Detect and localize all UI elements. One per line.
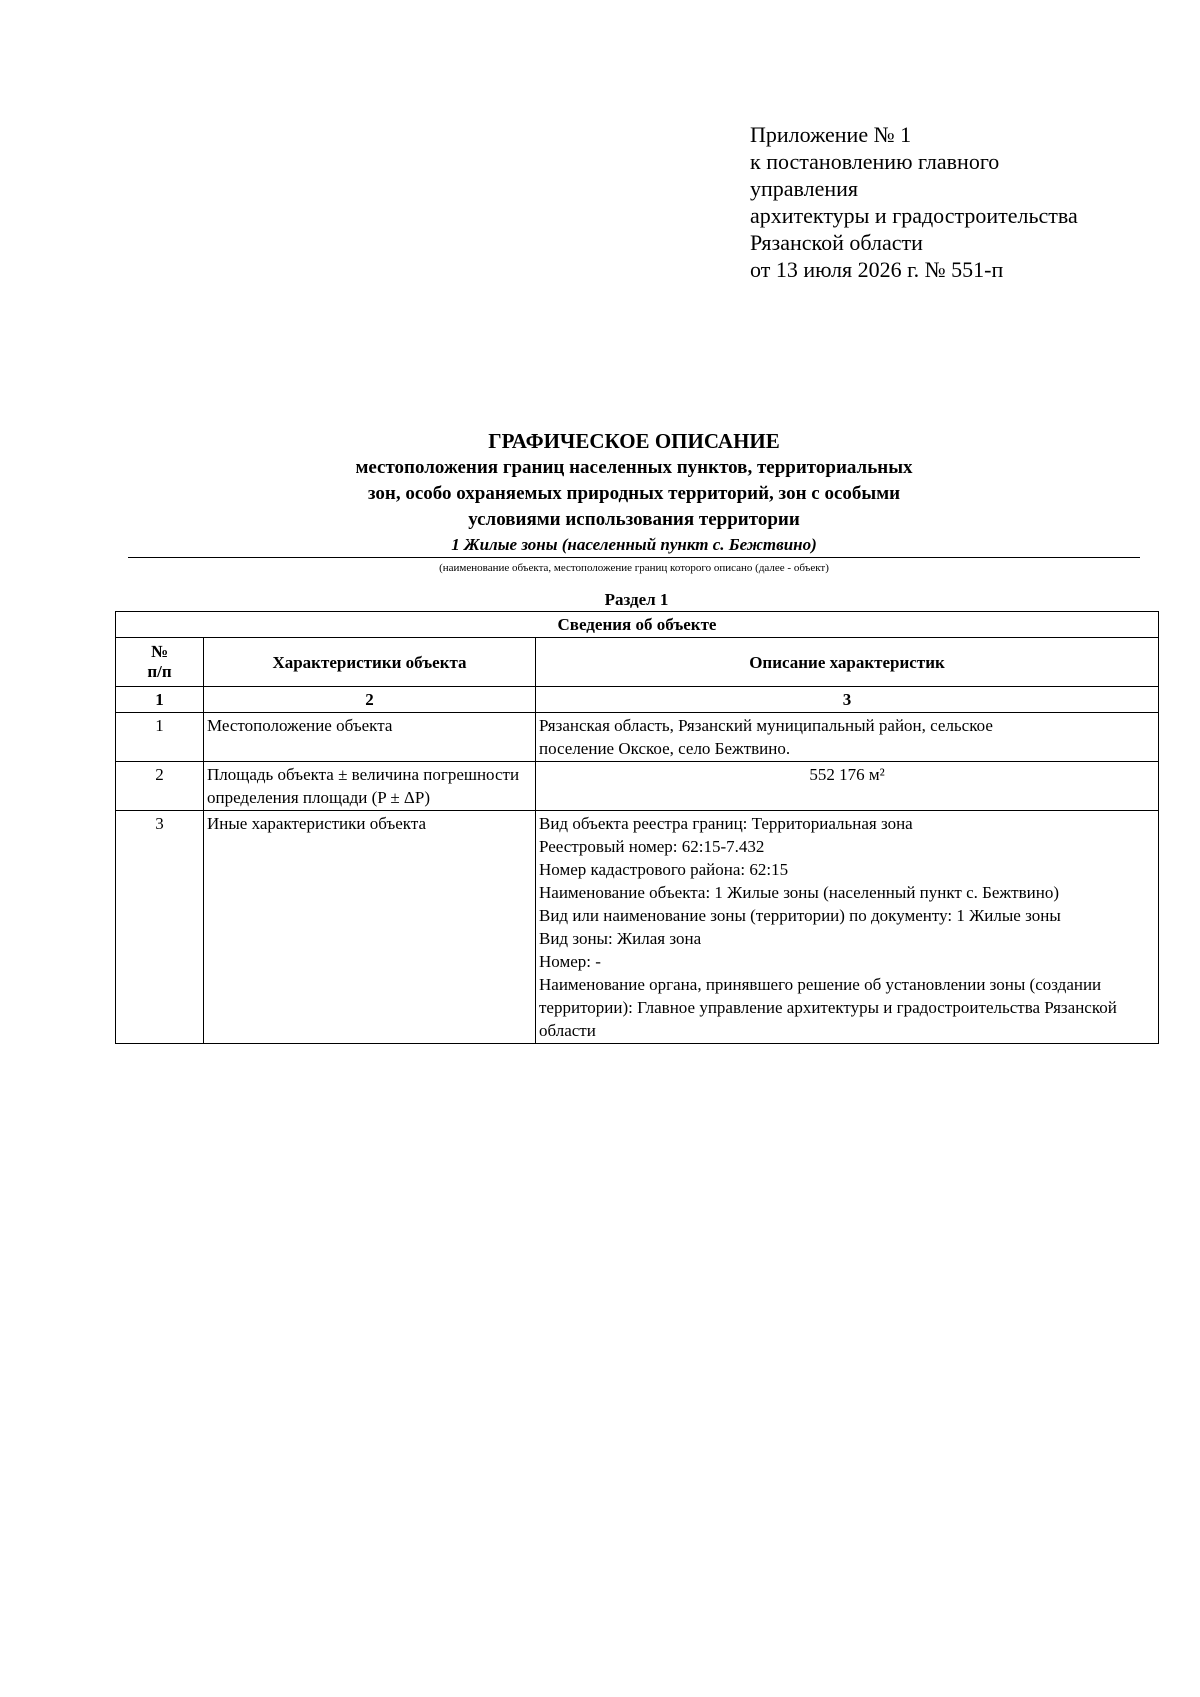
column-numbering-row bbox=[116, 687, 1159, 713]
table-row bbox=[116, 713, 1159, 762]
description-line: Рязанская область, Рязанский муниципальный район, сельское bbox=[539, 716, 993, 735]
appendix-line: к постановлению главного bbox=[750, 149, 1000, 174]
row-number: 1 bbox=[116, 713, 204, 762]
table-header-row bbox=[116, 638, 1159, 687]
document-title: ГРАФИЧЕСКОЕ ОПИСАНИЕ bbox=[488, 429, 780, 453]
row-description bbox=[536, 713, 1159, 762]
row-characteristic: Площадь объекта ± величина погрешности определения площади (P ± ΔP) bbox=[204, 762, 536, 811]
section-title: Раздел 1 bbox=[604, 590, 669, 609]
row-description bbox=[536, 762, 1159, 811]
appendix-line: управления bbox=[750, 176, 859, 201]
appendix-line: от 13 июля 2026 г. № 551-п bbox=[750, 257, 1004, 282]
row-characteristic: Местоположение объекта bbox=[204, 713, 536, 762]
object-caption: (наименование объекта, местоположение границ которого описано (далее - объект) bbox=[439, 562, 829, 574]
appendix-line: Рязанской области bbox=[750, 230, 923, 255]
description-line: Наименование объекта: 1 Жилые зоны (населенный пункт с. Бежтвино) bbox=[539, 883, 1059, 902]
row-characteristic: Иные характеристики объекта bbox=[204, 811, 536, 1044]
description-line: Номер кадастрового района: 62:15 bbox=[539, 860, 789, 879]
object-info-table bbox=[115, 611, 1159, 1044]
object-name: 1 Жилые зоны (населенный пункт с. Бежтвино) bbox=[451, 535, 817, 554]
description-line: Номер: - bbox=[539, 952, 601, 971]
column-number: 1 bbox=[116, 687, 204, 713]
column-header-number-text: № п/п bbox=[147, 642, 172, 681]
appendix-line: Приложение № 1 bbox=[750, 122, 912, 147]
column-header-number bbox=[116, 638, 204, 687]
description-line: Реестровый номер: 62:15-7.432 bbox=[539, 837, 765, 856]
description-line: поселение Окское, село Бежтвино. bbox=[539, 739, 791, 758]
column-header-description: Описание характеристик bbox=[536, 638, 1159, 687]
appendix-block bbox=[750, 121, 1170, 283]
document-title-block bbox=[128, 428, 1140, 557]
document-subtitle-line: местоположения границ населенных пунктов, территориальных bbox=[355, 457, 913, 478]
column-number: 2 bbox=[204, 687, 536, 713]
column-header-characteristic: Характеристики объекта bbox=[204, 638, 536, 687]
description-line: Наименование органа, принявшего решение об установлении зоны (создании территории): Главное управление архитектуры и градостроительства Рязанской области bbox=[539, 975, 1117, 1040]
table-row bbox=[116, 811, 1159, 1044]
object-name-underline bbox=[128, 557, 1140, 558]
column-number: 3 bbox=[536, 687, 1159, 713]
row-description bbox=[536, 811, 1159, 1044]
appendix-line: архитектуры и градостроительства bbox=[750, 203, 1078, 228]
document-subtitle-line: условиями использования территории bbox=[468, 509, 800, 530]
area-value: 552 176 м² bbox=[809, 765, 885, 784]
table-row bbox=[116, 762, 1159, 811]
row-number: 3 bbox=[116, 811, 204, 1044]
document-subtitle-line: зон, особо охраняемых природных территорий, зон с особыми bbox=[367, 483, 901, 504]
description-line: Вид объекта реестра границ: Территориальная зона bbox=[539, 814, 913, 833]
description-line: Вид или наименование зоны (территории) по документу: 1 Жилые зоны bbox=[539, 906, 1061, 925]
row-number: 2 bbox=[116, 762, 204, 811]
description-line: Вид зоны: Жилая зона bbox=[539, 929, 702, 948]
table-caption-row bbox=[116, 612, 1159, 638]
table-caption: Сведения об объекте bbox=[116, 612, 1159, 638]
